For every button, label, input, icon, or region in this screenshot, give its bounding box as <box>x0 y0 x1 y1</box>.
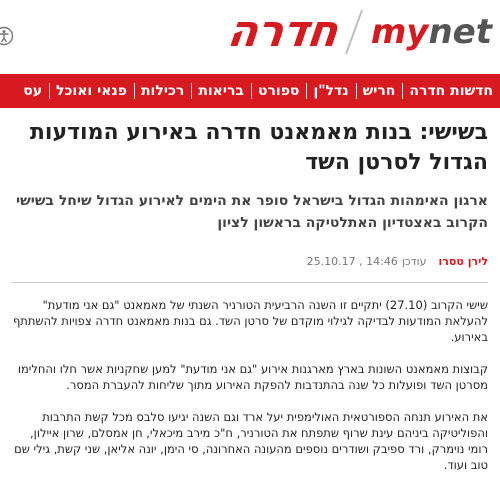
publish-date: 25.10.17 , 14:46 <box>306 254 398 268</box>
logo-brand-my: my <box>370 12 429 52</box>
article-paragraph: שישי הקרוב (27.10) יתקיים זו השנה הרביעית הטורניר השנתי של מאמאנט "גם אני מודעת" להעלאת המודעות לבדיקה לגילוי מוקדם של סרטן השד. גם בנות מאמאנט חדרה צפויות להשתתף באירוע. <box>12 298 488 344</box>
nav-item-gossip[interactable]: רכילות <box>134 74 191 108</box>
nav-item-leisure-food[interactable]: פנאי ואוכל <box>49 74 134 108</box>
logo-brand <box>371 12 492 52</box>
article-byline <box>12 252 488 270</box>
updated-label: עודכן <box>401 254 427 268</box>
article <box>12 118 488 489</box>
author-link[interactable]: לירן טסרו <box>438 254 488 268</box>
byline-divider <box>12 282 488 283</box>
logo-site-name: חדרה <box>224 6 341 57</box>
site-header <box>0 0 500 72</box>
article-paragraph: את האירוע תנחה הספורטאית האולימפית יעל ארד וגם השנה יגיעו סלבס מכל קשת התרבות והפוליטיקה ביניהם עינת שרוף שתפתח את הטורניר, ח"כ מירב מיכאלי, חן אמסלם, שרון איילון, רומי נוימרק, ורד ספיבק ושודרים נוספים מהעונה האחרונה, סי הימן, יונה אליאן, שני קשת, גילי שם טוב ועוד. <box>14 410 488 472</box>
nav-item-harish[interactable]: חריש <box>356 74 403 108</box>
nav-item-sports[interactable]: ספורט <box>251 74 306 108</box>
nav-item-real-estate[interactable]: נדל"ן <box>306 74 355 108</box>
accessibility-icon[interactable] <box>0 26 14 46</box>
logo-divider <box>345 10 363 54</box>
logo-brand-net: net <box>428 12 492 52</box>
nav-item-business[interactable]: עס <box>16 74 49 108</box>
article-paragraph: קבוצות מאמאנט השונות בארץ מארגנות אירוע "גם אני מודעת" למען שחקניות אשר חלו והחלימו מסרטן השד ופועלות כל שנה בהתנדבות להפקת האירוע מתוך שליחות להעברת המסר. <box>17 362 488 392</box>
article-subtitle: ארגון האימהות הגדול בישראל סופר את הימים לאירוע הגדול שיחל בשישי הקרוב באצטדיון האתלטיקה בראשון לציון <box>15 193 488 231</box>
site-logo[interactable] <box>224 5 492 59</box>
main-nav <box>0 74 500 108</box>
article-title: בשישי: בנות מאמאנט חדרה באירוע המודעות הגדול לסרטן השד <box>29 120 488 175</box>
nav-item-hadera-news[interactable]: חדשות חדרה <box>409 83 493 99</box>
nav-item-health[interactable]: בריאות <box>191 74 251 108</box>
